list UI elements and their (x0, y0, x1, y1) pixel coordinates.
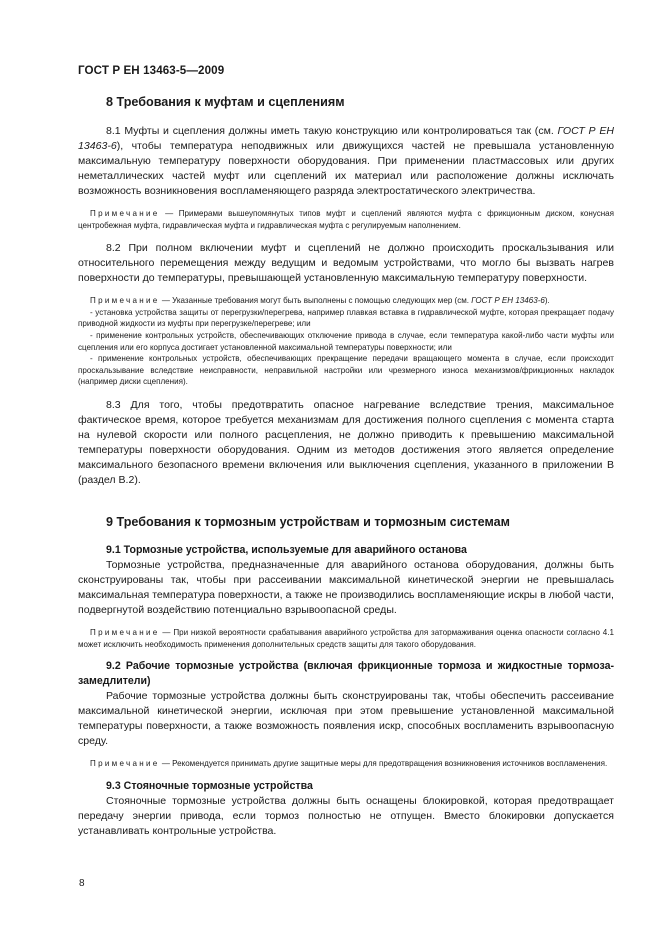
clause-8-3: 8.3 Для того, чтобы предотвратить опасное нагревание вследствие трения, максимальное фактическое время, которое требуется механизмам для достижения полного сцепления с момента старта на нулевой скорости или полного расцепления, не должно приводить к превышению максимальной температуры поверхности оборудования. Одним из методов достижения этого является определение максимального безопасного времени включения или выключения сцепления, указанного в приложении В (раздел В.2). (78, 398, 614, 486)
page-number: 8 (79, 878, 85, 889)
note-8-1: Примечание — Примерами вышеупомянутых типов муфт и сцеплений являются муфта с фрикционным диском, конусная центробежная муфта, гидравлическая муфта и гидравлическая муфта с регулируемым наполнением. (78, 209, 614, 230)
standard-reference: ГОСТ Р ЕН 13463-6 (78, 125, 614, 152)
section-8-heading: 8 Требования к муфтам и сцеплениям (106, 95, 345, 109)
clause-8-1: 8.1 Муфты и сцепления должны иметь такую конструкцию или контролироваться так (см. ГОСТ Р ЕН 13463-6), чтобы температура неподвижных или движущихся частей не превышала установленную максимальную температуру поверхности оборудования. При применении пластмассовых или других неметаллических частей муфт или сцеплений их материал или расположение должны исключать возможность возникновения воспламеняющего разряда электростатического электричества. (78, 125, 614, 197)
note-9-1: Примечание — При низкой вероятности срабатывания аварийного устройства для затормаживания оценка опасности согласно 4.1 может исключить необходимость применения дополнительных средств защиты для такого оборудования. (78, 628, 614, 649)
clause-9-3-title: 9.3 Стояночные тормозные устройства (106, 779, 313, 792)
section-8-body (78, 124, 614, 488)
note-label: Примечание (90, 296, 160, 306)
note-8-2-item-1: - установка устройства защиты от перегрузки/перегрева, например плавкая вставка в гидравлической муфте, которая прекращает подачу приводной жидкости из муфты при перегрузке/перегреве; или (78, 307, 614, 329)
note-9-2: Примечание — Рекомендуется принимать другие защитные меры для предотвращения возникновения источников воспламенения. (90, 759, 608, 769)
clause-9-2-text: Рабочие тормозные устройства должны быть сконструированы так, чтобы обеспечить рассеивание максимальной кинетической энергии, исключая при этом превышение установленной максимальной температуры поверхности, а также возможность появления искр, способных воспламенить взрывоопасную среду. (78, 690, 614, 748)
note-8-2-item-2: - применение контрольных устройств, обеспечивающих отключение привода в случае, если температура какой-либо части муфты или сцепления или его корпуса достигает установленной максимальной температуры поверхности; или (78, 330, 614, 352)
note-label: Примечание (90, 209, 160, 218)
standard-reference: ГОСТ Р ЕН 13463-6 (471, 296, 545, 306)
section-9-body (78, 543, 614, 839)
clause-9-3-text: Стояночные тормозные устройства должны быть оснащены блокировкой, которая предотвращает передачу энергии привода, если тормоз полностью не отпущен. Вместо блокировки допускается устанавливать контрольные устройства. (78, 794, 614, 837)
clause-9-1-text: Тормозные устройства, предназначенные для аварийного останова оборудования, должны быть сконструированы так, чтобы при рассеивании максимальной кинетической энергии не превышалась максимальная температура поверхности, а также не производились воспламеняющие искры в любой части, подвергнутой воздействию потенциально взрывоопасной среды. (78, 559, 614, 616)
clause-9-2-title: 9.2 Рабочие тормозные устройства (включая фрикционные тормоза и жидкостные тормоза-замедлители) (78, 660, 614, 688)
section-9-heading: 9 Требования к тормозным устройствам и тормозным системам (106, 515, 510, 529)
note-label: Примечание (90, 628, 160, 637)
document-header: ГОСТ Р ЕН 13463-5—2009 (78, 64, 225, 77)
clause-8-2: 8.2 При полном включении муфт и сцеплений не должно происходить проскальзывания или относительного перемещения между ведущим и ведомым устройствами, что могло бы вызвать нагрев поверхности до температуры, превышающей установленную максимальную температуру поверхности. (78, 242, 614, 285)
clause-9-1-title: 9.1 Тормозные устройства, используемые для аварийного останова (106, 544, 467, 556)
note-8-2-item-3: - применение контрольных устройств, обеспечивающих прекращение передачи вращающего момента в случае, если происходит проскальзывание вследствие неисправности, неправильной настройки или чрезмерного износа механизмов/фрикционных накладок (например диски сцепления). (78, 354, 614, 387)
note-label: Примечание (90, 759, 160, 769)
note-8-2: Примечание — Указанные требования могут быть выполнены с помощью следующих мер (см. ГОСТ Р ЕН 13463-6). (90, 296, 550, 306)
